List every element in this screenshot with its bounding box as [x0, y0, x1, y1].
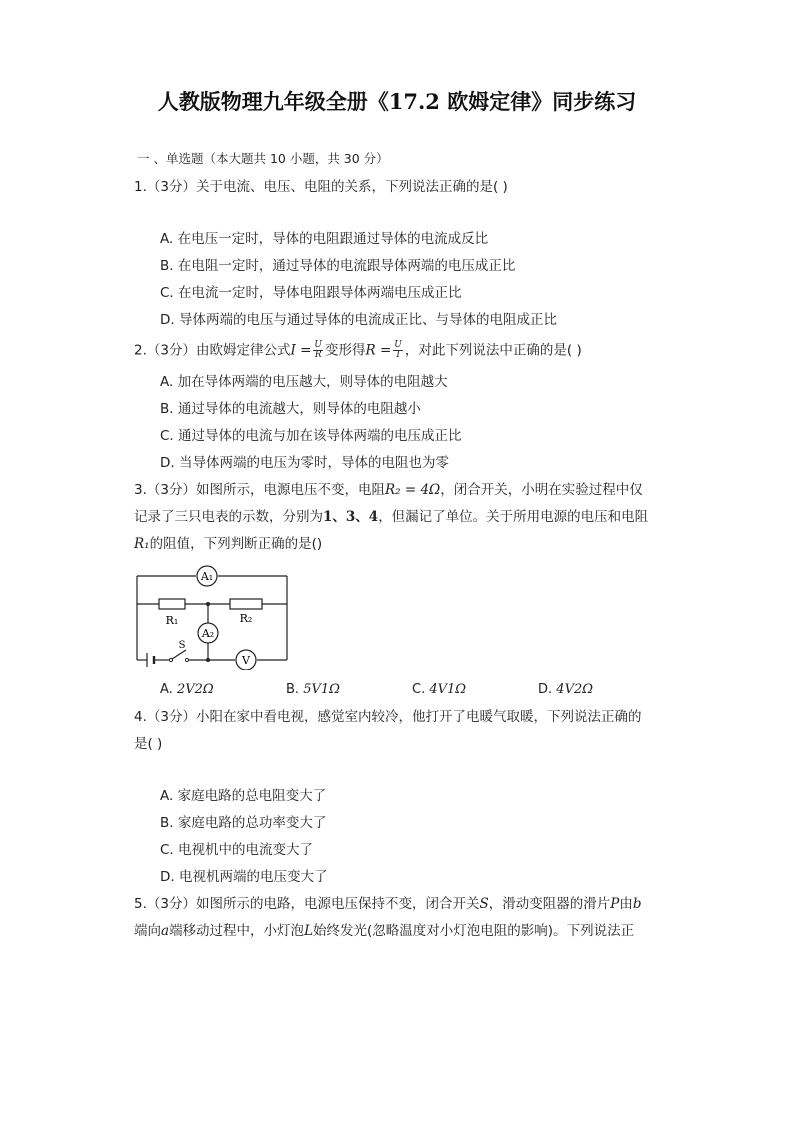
q3-readings: 1、3、4	[323, 509, 379, 525]
q5-line2-a: 端向	[134, 923, 161, 939]
q2-stem-b: 变形得	[325, 342, 366, 359]
q1-option-a: A. 在电压一定时，导体的电阻跟通过导体的电流成反比	[160, 231, 489, 247]
q3-line1	[134, 481, 643, 499]
q4-option-a: A. 家庭电路的总电阻变大了	[160, 788, 327, 804]
q2-formula2-lhs: R =	[365, 342, 392, 359]
q3-line3-b: 的阻值，下列判断正确的是()	[149, 536, 323, 552]
q3-line2	[134, 508, 648, 526]
resistor-r2	[230, 599, 262, 609]
q2-stem-a: 2.（3分）由欧姆定律公式	[134, 342, 291, 359]
q3-r2-value: R₂ = 4Ω	[384, 482, 441, 498]
q5-slider-var: P	[610, 896, 620, 912]
junction-dot	[206, 602, 210, 606]
q2-option-a: A. 加在导体两端的电压越大，则导体的电阻越大	[160, 374, 448, 390]
q2-option-c: C. 通过导体的电流与加在该导体两端的电压成正比	[160, 428, 462, 444]
page-title: 人教版物理九年级全册《17.2 欧姆定律》同步练习	[157, 89, 637, 114]
label-s: S	[178, 640, 186, 651]
q5-line1	[134, 895, 641, 913]
q2-formula1-num: U	[314, 340, 323, 350]
q5-end-a-var: a	[161, 923, 170, 939]
q1-option-c: C. 在电流一定时，导体电阻跟导体两端电压成正比	[160, 285, 462, 301]
q4-option-c: C. 电视机中的电流变大了	[160, 842, 314, 858]
q2-stem-c: ，对此下列说法中正确的是( )	[404, 342, 582, 359]
junction-dot	[206, 658, 210, 662]
q5-lamp-var: L	[304, 923, 314, 939]
q3-choice-a	[160, 682, 214, 697]
q3-choice-a-value: 2V2Ω	[176, 682, 214, 697]
q3-line1-a: 3.（3分）如图所示，电源电压不变，电阻	[134, 482, 385, 498]
switch-contact	[185, 658, 188, 661]
q3-choice-a-letter: A.	[160, 682, 173, 697]
q5-switch-var: S	[479, 896, 489, 912]
q5-end-b-var: b	[632, 896, 642, 912]
q3-choice-c	[412, 682, 466, 697]
q4-option-d: D. 电视机两端的电压变大了	[160, 869, 328, 885]
label-r2: R₂	[239, 612, 253, 625]
q3-choice-d	[538, 682, 593, 697]
q4-line1: 4.（3分）小阳在家中看电视，感觉室内较冷，他打开了电暖气取暖，下列说法正确的	[134, 709, 642, 725]
q5-line2	[134, 922, 634, 940]
q5-line1-a: 5.（3分）如图所示的电路，电源电压保持不变，闭合开关	[134, 896, 480, 912]
resistor-r1	[159, 599, 185, 609]
q2-formula1-den: R	[314, 350, 322, 360]
q3-choice-b-value: 5V1Ω	[303, 682, 340, 697]
q4-line2: 是( )	[134, 736, 163, 752]
q2-formula2-den: I	[396, 350, 400, 360]
q5-line2-b: 端移动过程中，小灯泡	[169, 923, 305, 939]
label-a2: A₂	[201, 627, 215, 640]
q2-formula1-lhs: I =	[290, 342, 312, 359]
switch-lever	[172, 650, 186, 659]
q2-option-d: D. 当导体两端的电压为零时，导体的电阻也为零	[160, 455, 449, 471]
q2-option-b: B. 通过导体的电流越大，则导体的电阻越小	[160, 401, 421, 417]
q5-line2-c: 始终发光(忽略温度对小灯泡电阻的影响)。下列说法正	[313, 923, 635, 939]
q3-choice-b	[286, 682, 340, 697]
q1-option-d: D. 导体两端的电压与通过导体的电流成正比、与导体的电阻成正比	[160, 312, 557, 328]
q2-formula2-fraction	[393, 341, 403, 360]
q3-choice-c-value: 4V1Ω	[429, 682, 467, 697]
q3-line2-a: 记录了三只电表的示数，分别为	[134, 509, 323, 525]
q3-choice-d-value: 4V2Ω	[556, 682, 594, 697]
q2-formula1-fraction	[313, 341, 323, 360]
q1-option-b: B. 在电阻一定时，通过导体的电流跟导体两端的电压成正比	[160, 258, 516, 274]
label-a1: A₁	[200, 570, 214, 583]
q4-option-b: B. 家庭电路的总功率变大了	[160, 815, 327, 831]
q5-line1-c: 由	[619, 896, 633, 912]
q2-stem	[134, 341, 582, 360]
label-v: V	[242, 654, 250, 667]
label-r1: R₁	[165, 614, 179, 627]
q1-stem: 1.（3分）关于电流、电压、电阻的关系，下列说法正确的是( )	[134, 179, 508, 195]
q5-line1-b: ，滑动变阻器的滑片	[488, 896, 611, 912]
q3-choice-d-letter: D.	[538, 682, 553, 697]
q3-circuit-diagram	[132, 562, 294, 670]
q3-choice-c-letter: C.	[412, 682, 426, 697]
q3-line2-b: ，但漏记了单位。关于所用电源的电压和电阻	[378, 509, 649, 525]
q2-formula2-num: U	[394, 340, 402, 350]
section-heading: 一 、单选题（本大题共 10 小题，共 30 分）	[137, 151, 389, 166]
q3-line3	[134, 535, 322, 553]
q3-line1-b: ，闭合开关，小明在实验过程中仅	[440, 482, 643, 498]
q3-r1-var: R₁	[134, 536, 150, 552]
q3-choice-b-letter: B.	[286, 682, 300, 697]
